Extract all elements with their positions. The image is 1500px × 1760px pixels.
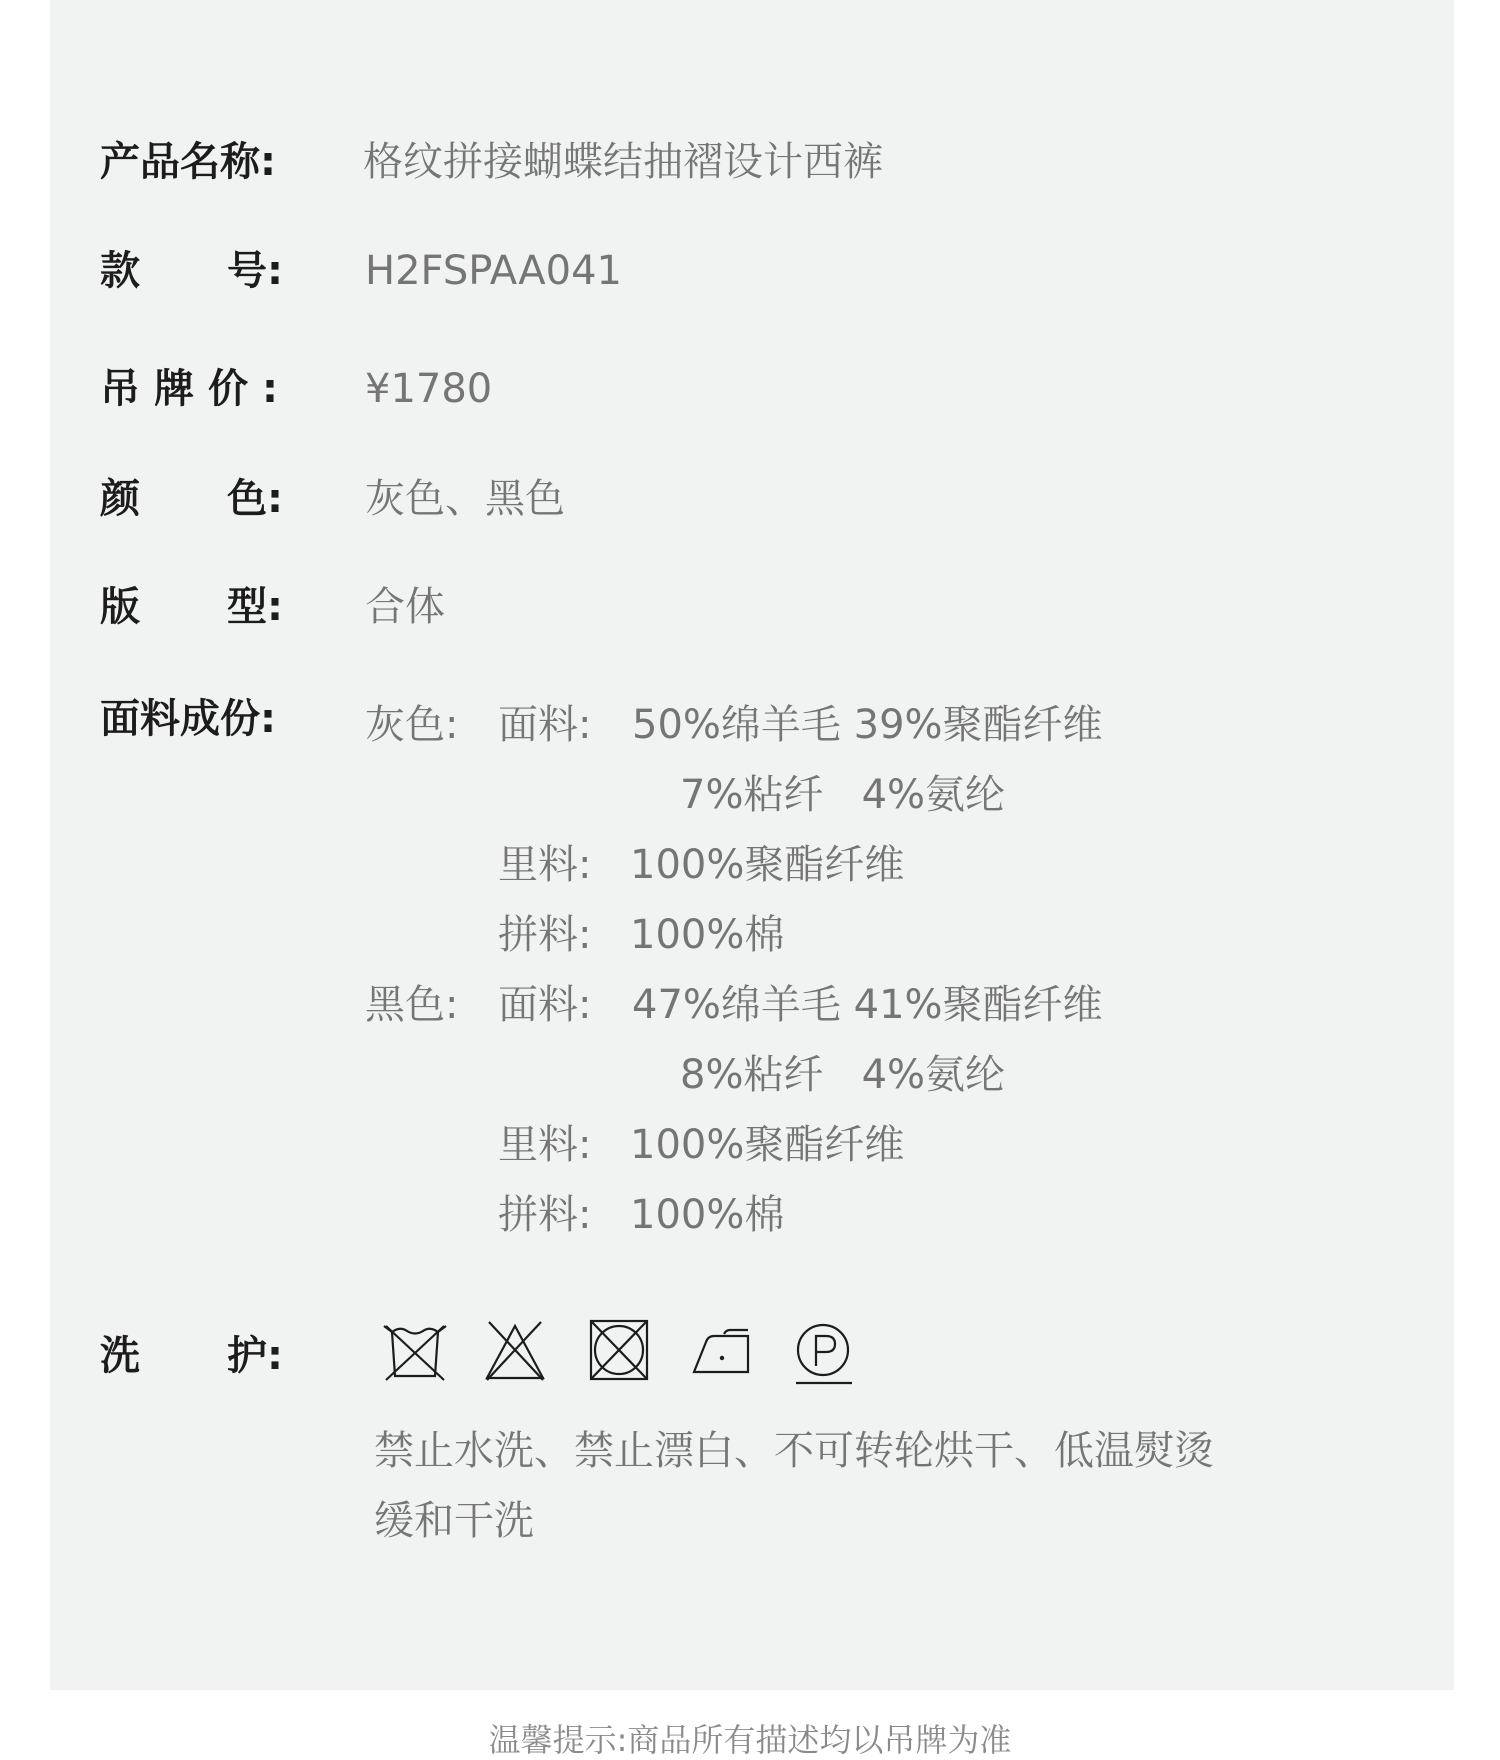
gray-shell-line1: 50%绵羊毛 39%聚酯纤维 <box>632 702 1103 748</box>
gray-lining-value: 100%聚酯纤维 <box>630 842 905 888</box>
gray-shell-line2: 7%粘纤 4%氨纶 <box>680 772 1006 818</box>
style-number-label-part1: 款 <box>100 248 140 294</box>
black-color-label: 黑色: <box>365 982 459 1028</box>
style-number-label <box>100 247 290 295</box>
fit-value: 合体 <box>365 584 445 630</box>
fit-label-part2: 型: <box>227 584 283 630</box>
color-value: 灰色、黑色 <box>365 476 565 522</box>
composition-label: 面料成份: <box>100 696 276 742</box>
black-lining-label: 里料: <box>498 1122 592 1168</box>
care-text-line2: 缓和干洗 <box>374 1498 534 1544</box>
dry-clean-p-icon <box>794 1322 854 1386</box>
no-wash-icon <box>380 1318 450 1388</box>
gray-color-label: 灰色: <box>365 702 459 748</box>
product-name-value: 格纹拼接蝴蝶结抽褶设计西裤 <box>363 139 883 185</box>
fit-label-part1: 版 <box>100 584 140 630</box>
tag-price-value: ¥1780 <box>365 366 493 412</box>
gray-lining-label: 里料: <box>498 842 592 888</box>
gray-shell-label: 面料: <box>498 702 592 748</box>
gray-panel-label: 拼料: <box>498 912 592 958</box>
footer-notice: 温馨提示:商品所有描述均以吊牌为准 <box>488 1721 1012 1759</box>
black-shell-label: 面料: <box>498 982 592 1028</box>
black-lining-value: 100%聚酯纤维 <box>630 1122 905 1168</box>
style-number-value: H2FSPAA041 <box>365 248 622 294</box>
style-number-label-part2: 号: <box>227 248 283 294</box>
care-label-part2: 护: <box>227 1333 283 1379</box>
gray-panel-value: 100%棉 <box>630 912 785 958</box>
product-name-label: 产品名称: <box>100 139 276 185</box>
care-label <box>100 1332 290 1380</box>
low-iron-icon <box>692 1328 752 1376</box>
color-label <box>100 475 290 523</box>
black-shell-line2: 8%粘纤 4%氨纶 <box>680 1052 1006 1098</box>
black-panel-value: 100%棉 <box>630 1192 785 1238</box>
no-tumble-dry-icon <box>588 1318 650 1382</box>
black-shell-line1: 47%绵羊毛 41%聚酯纤维 <box>632 982 1103 1028</box>
fit-label <box>100 583 290 631</box>
black-panel-label: 拼料: <box>498 1192 592 1238</box>
care-label-part1: 洗 <box>100 1333 140 1379</box>
tag-price-label: 吊牌价: <box>100 366 292 412</box>
color-label-part1: 颜 <box>100 476 140 522</box>
no-bleach-icon <box>483 1318 547 1382</box>
care-text-line1: 禁止水洗、禁止漂白、不可转轮烘干、低温熨烫 <box>374 1428 1214 1474</box>
color-label-part2: 色: <box>227 476 283 522</box>
